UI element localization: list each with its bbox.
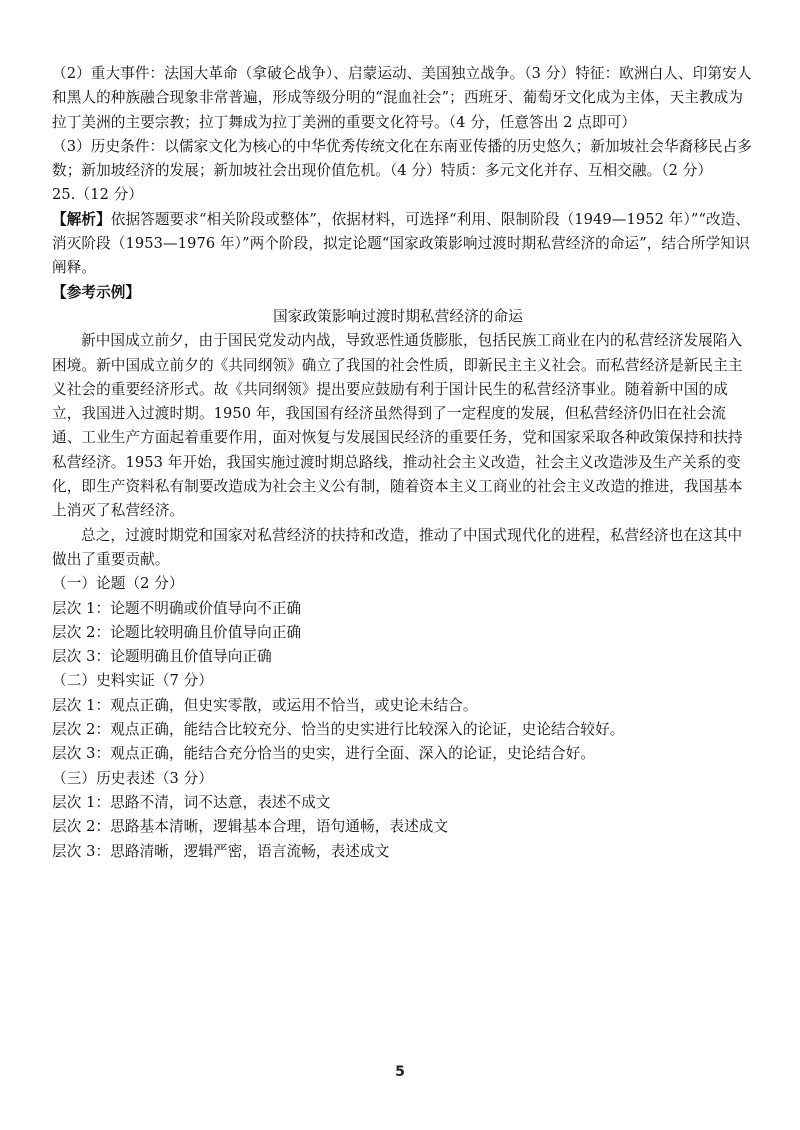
rubric-level: 层次 3：思路清晰，逻辑严密，语言流畅，表述成文: [52, 842, 390, 860]
rubric-section-1: [52, 572, 752, 669]
rubric-level: 层次 2：思路基本清晰，逻辑基本合理，语句通畅，表述成文: [52, 818, 449, 836]
rubric-heading: （一）论题（2 分）: [52, 575, 184, 593]
rubric-level: 层次 2：论题比较明确且价值导向正确: [52, 623, 302, 641]
rubric-section-2: [52, 669, 752, 766]
answer-content: [52, 62, 752, 864]
rubric-heading: （二）史料实证（7 分）: [52, 672, 214, 690]
essay-title: 国家政策影响过渡时期私营经济的命运: [273, 307, 523, 325]
reference-example-label: 【参考示例】: [52, 283, 141, 301]
rubric-level: 层次 2：观点正确，能结合比较充分、恰当的史实进行比较深入的论证，史论结合较好。: [52, 721, 625, 739]
question-25-header: 25.（12 分）: [52, 186, 144, 204]
rubric-level: 层次 1：思路不清，词不达意，表述不成文: [52, 793, 331, 811]
essay-paragraph-1: 新中国成立前夕，由于国民党发动内战，导致恶性通货膨胀，包括民族工商业在内的私营经济发展陷入困境。新中国成立前夕的《共同纲领》确立了我国的社会性质，即新民主主义社会。而私营经济是新民主主义社会的重要经济形式。故《共同纲领》提出要应鼓励有利于国计民生的私营经济事业。随着新中国的成立，我国进入过渡时期。1950 年，我国国有经济虽然得到了一定程度的发展，但私营经济仍旧在社会流通、工业生产方面起着重要作用，面对恢复与发展国民经济的重要任务，党和国家采取各种政策保持和扶持私营经济。1953 年开始，我国实施过渡时期总路线，推动社会主义改造，社会主义改造涉及生产关系的变化，即生产资料私有制要改造成为社会主义公有制，随着资本主义工商业的社会主义改造的推进，我国基本上消灭了私营经济。: [52, 332, 743, 520]
rubric-level: 层次 1：论题不明确或价值导向不正确: [52, 599, 302, 617]
analysis-text: 依据答题要求“相关阶段或整体”，依据材料，可选择“利用、限制阶段（1949—1952 年）”“改造、消灭阶段（1953—1976 年）”两个阶段，拟定论题“国家政策影响过渡时期私营经济的命运”，结合所学知识阐释。: [52, 210, 751, 277]
rubric-heading: （三）历史表述（3 分）: [52, 769, 214, 787]
answer-2-paragraph: （2）重大事件：法国大革命（拿破仑战争）、启蒙运动、美国独立战争。（3 分）特征：欧洲白人、印第安人和黑人的种族融合现象非常普遍，形成等级分明的“混血社会”；西班牙、葡萄牙文化成为主体，天主教成为拉丁美洲的主要宗教；拉丁舞成为拉丁美洲的重要文化符号。（4 分，任意答出 2 点即可）: [52, 65, 752, 131]
answer-3-paragraph: （3）历史条件：以儒家文化为核心的中华优秀传统文化在东南亚传播的历史悠久；新加坡社会华裔移民占多数；新加坡经济的发展；新加坡社会出现价值危机。（4 分）特质：多元文化并存、互相交融。（2 分）: [52, 137, 752, 180]
analysis-label: 【解析】: [52, 210, 111, 228]
rubric-level: 层次 3：观点正确，能结合充分恰当的史实，进行全面、深入的论证，史论结合好。: [52, 745, 596, 763]
analysis-paragraph: [52, 208, 752, 281]
page-number: 5: [395, 1064, 405, 1080]
rubric-level: 层次 1：观点正确，但史实零散，或运用不恰当，或史论未结合。: [52, 696, 478, 714]
rubric-section-3: [52, 767, 752, 864]
essay-paragraph-2: 总之，过渡时期党和国家对私营经济的扶持和改造，推动了中国式现代化的进程，私营经济也在这其中做出了重要贡献。: [52, 526, 743, 568]
rubric-level: 层次 3：论题明确且价值导向正确: [52, 648, 272, 666]
